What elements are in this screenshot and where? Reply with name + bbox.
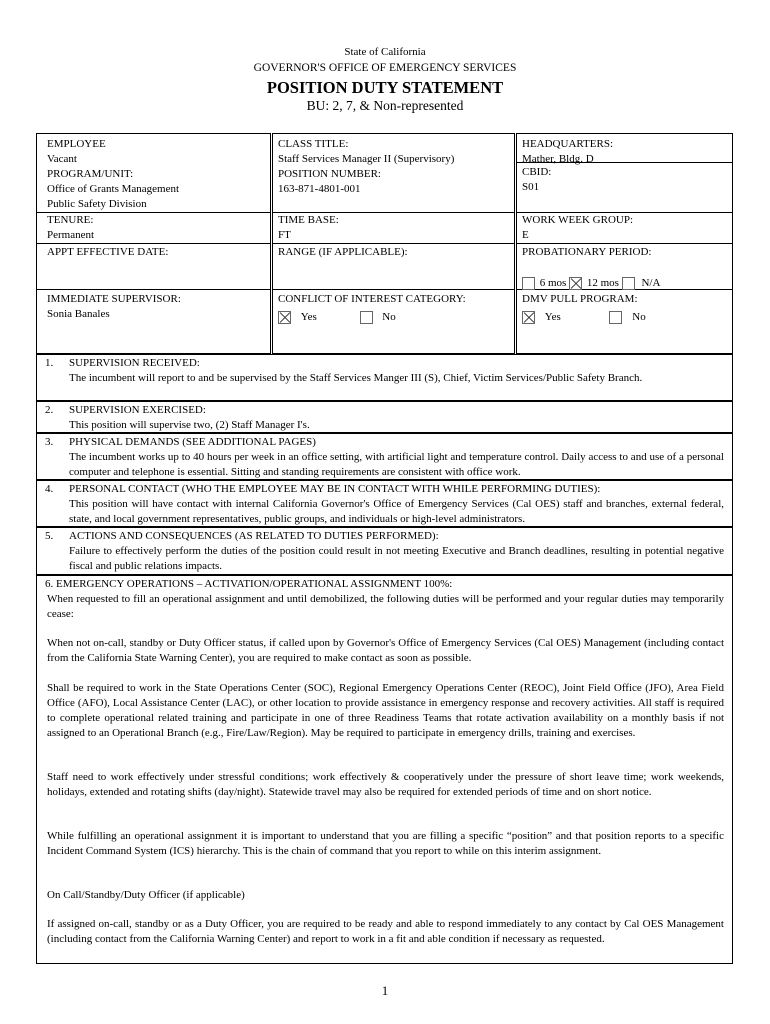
cbid-value: S01	[522, 181, 540, 193]
section-supervision-exercised	[36, 401, 733, 433]
section-physical-demands	[36, 433, 733, 480]
appt-date-label: APPT EFFECTIVE DATE:	[47, 246, 169, 258]
prob-na-checkbox[interactable]	[622, 277, 635, 290]
dmv-label: DMV PULL PROGRAM:	[522, 293, 638, 305]
prob-na-label: N/A	[641, 277, 661, 289]
office-label: GOVERNOR'S OFFICE OF EMERGENCY SERVICES	[253, 62, 517, 74]
paragraph-working-conditions: Staff need to work effectively under stressful conditions; work effectively & cooperatively under the pressure of short leave time; work weekends, holidays, extended and rotating shifts (day/night). Statewide travel may also be required for extended periods of time and on short notice.	[47, 771, 724, 798]
row-divider	[273, 243, 514, 244]
dmv-yes-checkbox[interactable]	[522, 311, 535, 324]
employee-value: Vacant	[47, 153, 77, 165]
cbid-field	[522, 165, 551, 195]
time-base-value: FT	[278, 229, 291, 241]
time-base-label: TIME BASE:	[278, 214, 339, 226]
position-number-value: 163-871-4801-001	[278, 183, 361, 195]
work-week-group-value: E	[522, 229, 529, 241]
dmv-yes-label: Yes	[544, 311, 561, 323]
tenure-value: Permanent	[47, 229, 95, 241]
supervisor-label: IMMEDIATE SUPERVISOR:	[47, 293, 181, 305]
headquarters-field	[522, 137, 613, 167]
class-title-field	[278, 137, 454, 197]
section-number: 3.	[45, 436, 54, 448]
section-body: Failure to effectively perform the duties of the position could result in not meeting Executive and Branch deadlines, resulting in potential negative fiscal and public relations impacts.	[69, 545, 724, 572]
row-divider	[37, 289, 270, 290]
prob-6mos-label: 6 mos	[539, 277, 567, 289]
class-title-label: CLASS TITLE:	[278, 138, 349, 150]
work-week-group-field	[522, 213, 633, 243]
appt-date-field	[47, 245, 168, 260]
paragraph-on-call-heading: On Call/Standby/Duty Officer (if applicable)	[47, 889, 245, 901]
section-number: 1.	[45, 357, 54, 369]
row-divider	[273, 289, 514, 290]
section-body: The incumbent works up to 40 hours per week in an office setting, with artificial light and temperature control. Daily access to and use of a personal computer and telephone is essential. Sitting and standing requirements are consistent with office work.	[69, 451, 724, 478]
section-actions-consequences	[36, 527, 733, 575]
page-title: POSITION DUTY STATEMENT	[266, 78, 504, 97]
dmv-no-label: No	[632, 311, 646, 323]
program-division: Public Safety Division	[47, 198, 147, 210]
section-title: 6. EMERGENCY OPERATIONS – ACTIVATION/OPERATIONAL ASSIGNMENT 100%:	[45, 578, 453, 590]
section-body: This position will have contact with internal California Governor's Office of Emergency Services (Cal OES) staff and branches, external federal, state, and local government representatives, public groups, and individuals or high-level administrators.	[69, 498, 724, 525]
prob-6mos-checkbox[interactable]	[522, 277, 535, 290]
paragraph-operational-assignment: When requested to fill an operational assignment and until demobilized, the following duties will be performed and your regular duties may temporarily cease:	[47, 593, 724, 620]
coi-field	[278, 292, 510, 325]
section-title: ACTIONS AND CONSEQUENCES (AS RELATED TO DUTIES PERFORMED):	[69, 530, 439, 542]
coi-no-label: No	[382, 311, 396, 323]
section-title: SUPERVISION RECEIVED:	[69, 357, 200, 369]
supervisor-field	[47, 292, 181, 322]
section-body: This position will supervise two, (2) Staff Manager I's.	[69, 419, 310, 431]
bargaining-unit: BU: 2, 7, & Non-represented	[306, 98, 464, 113]
row-divider	[37, 243, 270, 244]
prob-12mos-label: 12 mos	[586, 277, 619, 289]
range-field	[278, 245, 408, 260]
paragraph-on-call-duties: If assigned on-call, standby or as a Duty Officer, you are required to be ready and able to respond immediately to any contact by Cal OES Management (including contact from the California Warning Center) and report to work in a fit and able condition if necessary as requested.	[47, 918, 724, 945]
probationary-label: PROBATIONARY PERIOD:	[522, 246, 652, 258]
section-title: PERSONAL CONTACT (WHO THE EMPLOYEE MAY BE IN CONTACT WITH WHILE PERFORMING DUTIES):	[69, 483, 601, 495]
section-number: 2.	[45, 404, 54, 416]
coi-yes-checkbox[interactable]	[278, 311, 291, 324]
position-info-table	[36, 133, 733, 354]
section-title: SUPERVISION EXERCISED:	[69, 404, 206, 416]
paragraph-ics-hierarchy: While fulfilling an operational assignment it is important to understand that you are filling a specific “position” and that position reports to a specific Incident Command System (ICS) hierarchy. This is the chain of command that you report to while on this interim assignment.	[47, 830, 724, 857]
coi-label: CONFLICT OF INTEREST CATEGORY:	[278, 293, 466, 305]
page-number: 1	[381, 983, 389, 998]
class-title-value: Staff Services Manager II (Supervisory)	[278, 153, 455, 165]
paragraph-work-locations: Shall be required to work in the State Operations Center (SOC), Regional Emergency Operations Center (REOC), Joint Field Office (JFO), Area Field Office (AFO), Local Assistance Center (LAC), or other location to provide assistance in emergency response and recovery activities. All staff is required to complete operational related training and participate in one of three Readiness Teams that rotate activation availability on a monthly basis if not assigned to an Operational Branch (e.g., Fire/Law/Region). May be required to participate in emergency drills, training and exercises.	[47, 682, 724, 739]
position-number-label: POSITION NUMBER:	[278, 168, 381, 180]
program-value: Office of Grants Management	[47, 183, 180, 195]
cbid-label: CBID:	[522, 166, 552, 178]
work-week-group-label: WORK WEEK GROUP:	[522, 214, 634, 226]
state-label: State of California	[344, 46, 426, 58]
headquarters-label: HEADQUARTERS:	[522, 138, 614, 150]
dmv-field	[522, 292, 730, 325]
employee-label: EMPLOYEE	[47, 138, 106, 150]
section-body: The incumbent will report to and be supervised by the Staff Services Manger III (S), Chief, Victim Services/Public Safety Branch.	[69, 372, 643, 384]
section-title: PHYSICAL DEMANDS (SEE ADDITIONAL PAGES)	[69, 436, 316, 448]
section-emergency-operations	[36, 575, 733, 964]
range-label: RANGE (IF APPLICABLE):	[278, 246, 408, 258]
section-number: 5.	[45, 530, 54, 542]
probationary-field	[522, 245, 730, 291]
employee-field	[47, 137, 179, 212]
tenure-label: TENURE:	[47, 214, 94, 226]
coi-no-checkbox[interactable]	[360, 311, 373, 324]
time-base-field	[278, 213, 339, 243]
dmv-no-checkbox[interactable]	[609, 311, 622, 324]
supervisor-value: Sonia Banales	[47, 308, 110, 320]
section-supervision-received	[36, 354, 733, 401]
coi-yes-label: Yes	[300, 311, 317, 323]
section-number: 4.	[45, 483, 54, 495]
tenure-field	[47, 213, 94, 243]
headquarters-value: Mather, Bldg. D	[522, 153, 594, 165]
program-label: PROGRAM/UNIT:	[47, 168, 134, 180]
paragraph-contact-requirement: When not on-call, standby or Duty Officer status, if called upon by Governor's Office of Emergency Services (Cal OES) Management (including contact from the California State Warning Center), you are required to make contact as soon as possible.	[47, 637, 724, 664]
section-personal-contact	[36, 480, 733, 527]
row-divider	[517, 243, 733, 244]
prob-12mos-checkbox[interactable]	[569, 277, 582, 290]
